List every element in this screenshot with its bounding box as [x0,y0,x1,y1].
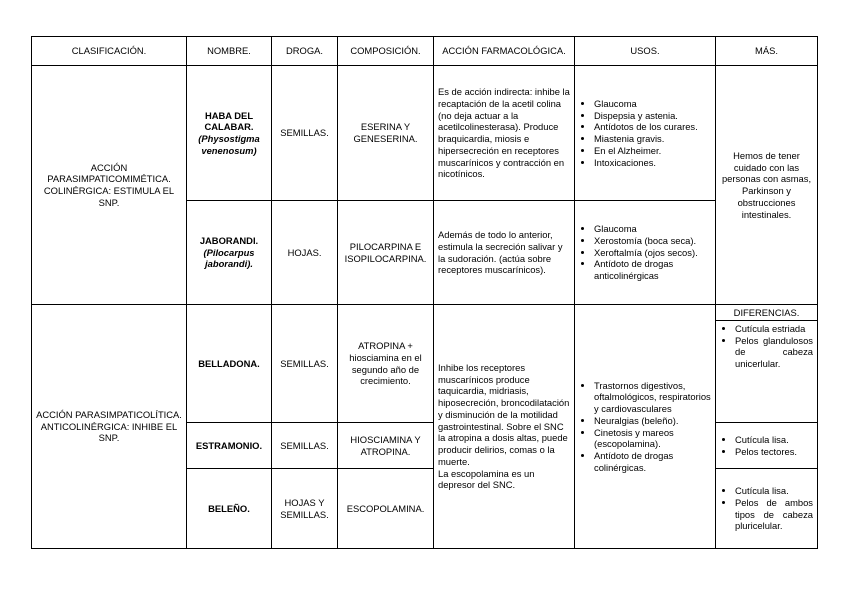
header-usos: USOS. [575,37,716,66]
composicion-cell: PILOCARPINA E ISOPILOCARPINA. [338,201,434,305]
list-item: • Pelos tectores. [735,446,813,458]
list-item: • Intoxicaciones. [594,157,711,169]
list-item: • Pelos de ambos tipos de cabeza pluricelular. [735,497,813,532]
list-item: • Antídoto de drogas anticolinérgicas [594,258,711,282]
header-droga: DROGA. [272,37,338,66]
list-item: • Antídoto de drogas colinérgicas. [594,450,711,474]
diferencias-list [720,485,813,532]
plant-name: ESTRAMONIO. [187,423,272,469]
scientific-name: (Physostigma venenosum) [198,133,260,156]
pharmacology-table-page [31,36,817,548]
header-composicion: COMPOSICIÓN. [338,37,434,66]
diferencias-cell [716,469,818,549]
accion-paragraph: Inhibe los receptores muscarínicos produce taquicardia, midriasis, hiposecreción, broncodilatación y disminución de la motilidad gastrointestinal. Sobre el SNC la atropina a dosis altas, puede producir delirios, comas o la muerte. [438,361,570,467]
scientific-name: (Pilocarpus jaborandi). [203,246,255,270]
composicion-cell: ESCOPOLAMINA. [338,469,434,549]
droga-cell: SEMILLAS. [272,305,338,423]
plant-name: BELEÑO. [187,469,272,549]
composicion-cell: ESERINA Y GENESERINA. [338,66,434,201]
group2-accion [434,305,575,549]
nombre-cell [187,201,272,305]
droga-cell: HOJAS Y SEMILLAS. [272,469,338,549]
diferencias-cell [716,305,818,423]
list-item: • Cinetosis y mareos (escopolamina). [594,427,711,451]
list-item: • Xerostomía (boca seca). [594,235,711,247]
plant-name: BELLADONA. [187,305,272,423]
diferencias-cell [716,423,818,469]
list-item: • Trastornos digestivos, oftalmológicos, respiratorios y cardiovasculares [594,380,711,415]
list-item: • Neuralgias (beleño). [594,415,711,427]
droga-cell: HOJAS. [272,201,338,305]
list-item: • Glaucoma [594,98,711,110]
group1-clasificacion: ACCIÓN PARASIMPATICOMIMÉTICA. COLINÉRGICA: ESTIMULA EL SNP. [32,66,187,305]
list-item: • En el Alzheimer. [594,145,711,157]
group2-clasificacion: ACCIÓN PARASIMPATICOLÍTICA. ANTICOLINÉRGICA: INHIBE EL SNP. [32,305,187,549]
header-accion: ACCIÓN FARMACOLÓGICA. [434,37,575,66]
usos-cell [575,201,716,305]
composicion-cell: HIOSCIAMINA Y ATROPINA. [338,423,434,469]
droga-cell: SEMILLAS. [272,66,338,201]
plant-name: JABORANDI. [199,234,259,246]
plant-name: HABA DEL CALABAR. [204,109,254,133]
diferencias-title: DIFERENCIAS. [716,307,817,321]
list-item: • Cutícula lisa. [735,485,813,497]
header-mas: MÁS. [716,37,818,66]
header-nombre: NOMBRE. [187,37,272,66]
list-item: • Dispepsia y astenia. [594,110,711,122]
list-item: • Cutícula lisa. [735,434,813,446]
list-item: • Pelos glandulosos de cabeza unicerlular. [735,335,813,370]
usos-list [579,98,711,169]
pharmacology-table [31,36,818,549]
nombre-cell [187,66,272,201]
list-item: • Miastenia gravis. [594,133,711,145]
header-clasificacion: CLASIFICACIÓN. [32,37,187,66]
header-row [32,37,818,66]
diferencias-list [720,323,813,370]
diferencias-list [720,434,813,458]
droga-cell: SEMILLAS. [272,423,338,469]
usos-list [579,380,711,474]
usos-cell [575,66,716,201]
list-item: • Glaucoma [594,223,711,235]
accion-paragraph: La escopolamina es un depresor del SNC. [438,467,535,491]
composicion-cell: ATROPINA + hiosciamina en el segundo año de crecimiento. [338,305,434,423]
table-row-haba-del-calabar [32,66,818,201]
accion-cell: Además de todo lo anterior, estimula la secreción salivar y la sudoración. (actúa sobre receptores muscarínicos). [434,201,575,305]
usos-list [579,223,711,282]
list-item: • Cutícula estriada [735,323,813,335]
group1-mas: Hemos de tener cuidado con las personas con asmas, Parkinson y obstrucciones intestinales. [716,66,818,305]
accion-cell: Es de acción indirecta: inhibe la recaptación de la acetil colina (no deja actuar a la acetilcolinesterasa). Produce braquicardia, miosis e hipersecreción en receptores muscarínicos y contracción en nicotínicos. [434,66,575,201]
table-row-belladona [32,305,818,423]
list-item: • Antídotos de los curares. [594,121,711,133]
list-item: • Xeroftalmía (ojos secos). [594,247,711,259]
group2-usos [575,305,716,549]
